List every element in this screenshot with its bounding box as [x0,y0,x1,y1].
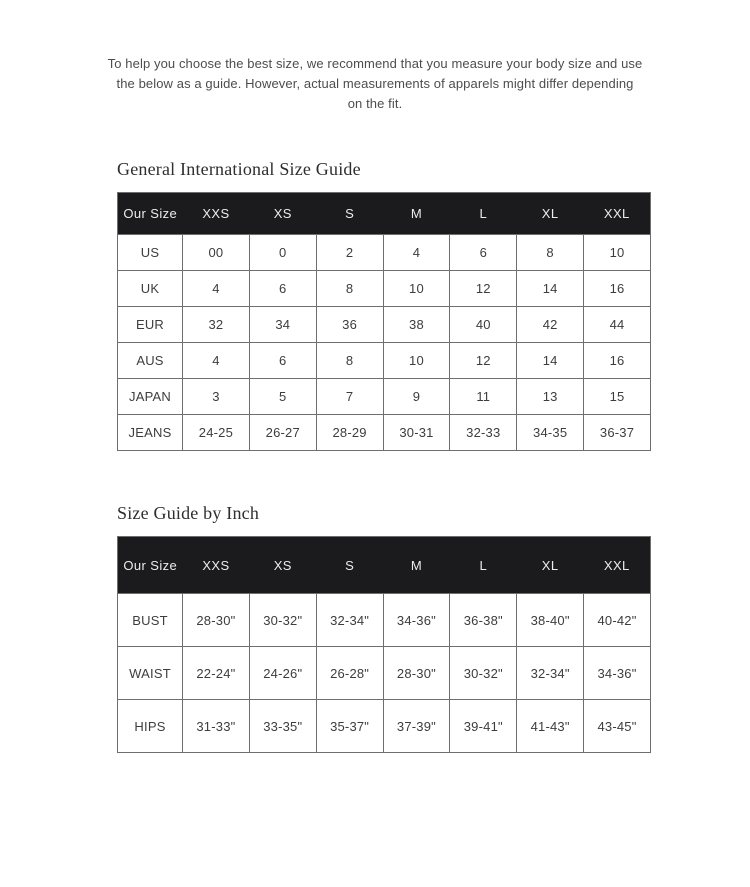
size-value-cell: 4 [183,271,250,307]
column-header-s: S [316,193,383,235]
intro-text: To help you choose the best size, we recommend that you measure your body size and use the below as a guide. However, actual measurements of apparels might differ depending on the fit. [107,56,643,111]
size-value-cell: 10 [383,343,450,379]
size-value-cell: 36-37 [584,415,651,451]
size-value-cell: 39-41" [450,700,517,753]
size-value-cell: 40 [450,307,517,343]
row-label: BUST [118,594,183,647]
table-row-aus [118,343,651,379]
size-value-cell: 44 [584,307,651,343]
size-value-cell: 34-36" [383,594,450,647]
size-value-cell: 34-36" [584,647,651,700]
size-value-cell: 24-25 [183,415,250,451]
size-value-cell: 16 [584,271,651,307]
size-value-cell: 9 [383,379,450,415]
row-label: US [118,235,183,271]
column-header-m: M [383,193,450,235]
column-header-s: S [316,537,383,594]
size-value-cell: 7 [316,379,383,415]
size-value-cell: 32 [183,307,250,343]
size-value-cell: 10 [584,235,651,271]
size-value-cell: 34 [249,307,316,343]
column-header-xs: XS [249,537,316,594]
size-value-cell: 26-28" [316,647,383,700]
size-value-cell: 6 [249,271,316,307]
column-header-m: M [383,537,450,594]
size-value-cell: 43-45" [584,700,651,753]
size-value-cell: 13 [517,379,584,415]
table-header-row [118,537,651,594]
table-row-hips [118,700,651,753]
size-value-cell: 10 [383,271,450,307]
size-value-cell: 32-34" [316,594,383,647]
row-label: HIPS [118,700,183,753]
size-value-cell: 33-35" [249,700,316,753]
size-value-cell: 4 [383,235,450,271]
table-row-waist [118,647,651,700]
section-title-inch: Size Guide by Inch [117,503,260,523]
column-header-our-size: Our Size [118,193,183,235]
size-value-cell: 5 [249,379,316,415]
size-value-cell: 8 [517,235,584,271]
size-value-cell: 28-30" [183,594,250,647]
size-value-cell: 34-35 [517,415,584,451]
size-value-cell: 41-43" [517,700,584,753]
size-value-cell: 42 [517,307,584,343]
size-value-cell: 32-34" [517,647,584,700]
size-value-cell: 28-30" [383,647,450,700]
size-value-cell: 6 [249,343,316,379]
row-label: JAPAN [118,379,183,415]
size-value-cell: 2 [316,235,383,271]
size-value-cell: 12 [450,343,517,379]
column-header-l: L [450,537,517,594]
row-label: AUS [118,343,183,379]
size-value-cell: 6 [450,235,517,271]
size-value-cell: 0 [249,235,316,271]
size-value-cell: 30-32" [249,594,316,647]
section-international-size-guide [117,159,651,451]
size-value-cell: 16 [584,343,651,379]
table-row-bust [118,594,651,647]
size-value-cell: 28-29 [316,415,383,451]
size-value-cell: 32-33 [450,415,517,451]
column-header-xxl: XXL [584,193,651,235]
row-label: JEANS [118,415,183,451]
size-value-cell: 12 [450,271,517,307]
size-value-cell: 26-27 [249,415,316,451]
row-label: EUR [118,307,183,343]
size-value-cell: 22-24" [183,647,250,700]
size-value-cell: 24-26" [249,647,316,700]
row-label: WAIST [118,647,183,700]
row-label: UK [118,271,183,307]
size-value-cell: 30-32" [450,647,517,700]
column-header-xl: XL [517,193,584,235]
column-header-xl: XL [517,537,584,594]
size-value-cell: 15 [584,379,651,415]
section-title-international: General International Size Guide [117,159,361,179]
size-value-cell: 3 [183,379,250,415]
table-row-japan [118,379,651,415]
size-value-cell: 36 [316,307,383,343]
size-value-cell: 37-39" [383,700,450,753]
size-value-cell: 35-37" [316,700,383,753]
size-value-cell: 31-33" [183,700,250,753]
column-header-l: L [450,193,517,235]
size-value-cell: 36-38" [450,594,517,647]
size-value-cell: 38-40" [517,594,584,647]
table-row-us [118,235,651,271]
size-value-cell: 40-42" [584,594,651,647]
column-header-our-size: Our Size [118,537,183,594]
size-value-cell: 30-31 [383,415,450,451]
table-header-row [118,193,651,235]
section-inch-size-guide [117,503,651,753]
column-header-xxl: XXL [584,537,651,594]
size-value-cell: 8 [316,343,383,379]
international-size-table [117,192,651,451]
size-value-cell: 38 [383,307,450,343]
size-value-cell: 8 [316,271,383,307]
inch-size-table [117,536,651,753]
size-value-cell: 14 [517,271,584,307]
table-row-uk [118,271,651,307]
size-value-cell: 00 [183,235,250,271]
size-value-cell: 14 [517,343,584,379]
table-row-eur [118,307,651,343]
size-value-cell: 4 [183,343,250,379]
column-header-xs: XS [249,193,316,235]
size-value-cell: 11 [450,379,517,415]
column-header-xxs: XXS [183,537,250,594]
table-row-jeans [118,415,651,451]
column-header-xxs: XXS [183,193,250,235]
